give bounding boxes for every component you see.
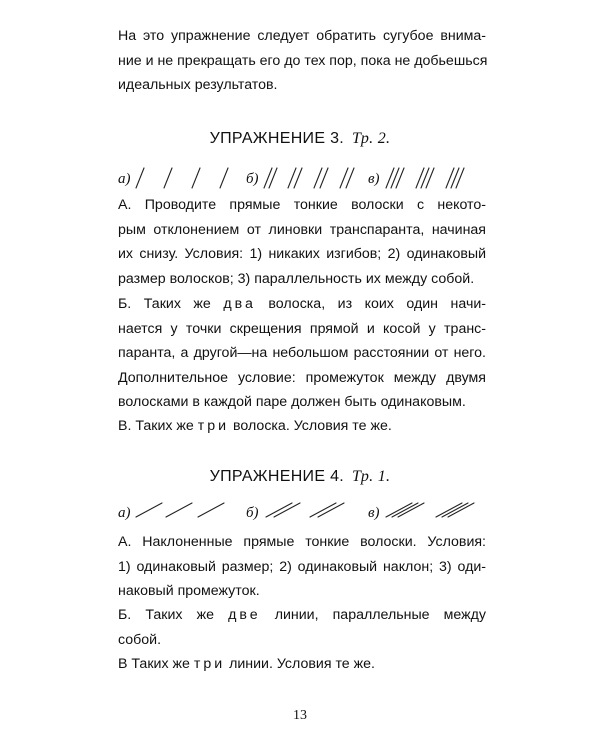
intro-paragraph — [118, 24, 486, 98]
hairline-stroke — [396, 168, 404, 188]
exercise-4-title: УПРАЖНЕНИЕ 4. — [209, 468, 345, 485]
hairline-stroke — [426, 168, 434, 188]
text-line — [118, 652, 486, 677]
hairline-stroke — [421, 168, 429, 188]
text-segment: В Таких же — [118, 656, 194, 672]
text-line: А. Наклоненные прямые тонкие волоски. Условия: — [118, 534, 486, 550]
text-line: собой. — [118, 631, 162, 648]
emphasized-word: две — [228, 607, 261, 623]
slanted-hairline — [136, 503, 162, 517]
exercise-4-stroke-samples — [118, 495, 486, 525]
text-line: паранта, а другой—на небольшом расстоянии от него. — [118, 345, 486, 361]
hairline-stroke — [446, 168, 454, 188]
stroke-label-a: а) — [118, 505, 131, 521]
emphasized-word: три — [193, 656, 226, 672]
text-line: нается у точки скрещения прямой и косой у транс- — [118, 320, 486, 337]
text-line — [118, 292, 486, 317]
text-line: идеальных результатов. — [118, 77, 278, 93]
hairline-stroke — [416, 168, 424, 188]
text-line: На это упражнение следует обратить сугубое внима- — [118, 28, 486, 44]
exercise-3-table-ref: Тр. 2. — [352, 130, 391, 147]
exercise-4-paragraph-b — [118, 603, 486, 652]
exercise-3-stroke-samples — [118, 162, 486, 192]
exercise-3-title: УПРАЖНЕНИЕ 3. — [209, 130, 345, 147]
exercise-3-paragraph-c — [118, 414, 486, 439]
text-segment: Б. Таких же — [118, 607, 229, 623]
hairline-stroke — [386, 168, 394, 188]
text-line — [118, 603, 486, 628]
slanted-hairline — [448, 503, 474, 517]
hairline-stroke — [264, 168, 272, 188]
text-line: размер волосков; 3) параллельность их между собой. — [118, 270, 475, 287]
stroke-label-b: б) — [246, 505, 259, 521]
slanted-hairline — [392, 503, 418, 517]
hairline-stroke — [136, 168, 144, 188]
text-line: 1) одинаковый размер; 2) одинаковый наклон; 3) оди- — [118, 558, 486, 575]
exercise-4-table-ref: Тр. 1. — [352, 468, 391, 485]
slanted-hairline — [166, 503, 192, 517]
text-segment: линии, параллельные между — [260, 607, 486, 623]
page-number: 13 — [293, 708, 307, 723]
hairline-stroke — [269, 168, 277, 188]
stroke-label-b: б) — [246, 171, 259, 187]
exercise-3-paragraph-b — [118, 292, 486, 415]
slanted-hairline — [442, 503, 468, 517]
hairline-stroke — [456, 168, 464, 188]
stroke-label-v: в) — [368, 505, 380, 521]
text-line: волосками в каждой паре должен быть одинаковым. — [118, 394, 466, 410]
exercise-4-heading — [0, 468, 600, 486]
text-segment: линии. Условия те же. — [225, 656, 375, 672]
stroke-label-a: а) — [118, 171, 131, 187]
slanted-hairline — [386, 503, 412, 517]
exercise-4-paragraph-c — [118, 652, 486, 677]
slanted-hairline — [436, 503, 462, 517]
emphasized-word: два — [223, 296, 256, 312]
text-line: А. Проводите прямые тонкие волоски с некото- — [118, 197, 486, 213]
text-line: наковый промежуток. — [118, 583, 260, 599]
exercise-3-paragraph-a — [118, 193, 486, 291]
exercise-3-heading — [0, 130, 600, 148]
exercise-4-paragraph-a — [118, 530, 486, 604]
text-segment: волоска, из коих один начи- — [255, 296, 486, 312]
hairline-stroke — [192, 168, 200, 188]
emphasized-word: три — [197, 418, 230, 434]
text-segment: В. Таких же — [118, 418, 198, 434]
text-line — [118, 414, 486, 439]
text-segment: волоска. Условия те же. — [229, 418, 392, 434]
text-line: Дополнительное условие: промежуток между двумя — [118, 369, 486, 386]
slanted-hairline — [398, 503, 424, 517]
hairline-stroke — [164, 168, 172, 188]
hairline-stroke — [220, 168, 228, 188]
text-line: их снизу. Условия: 1) никаких изгибов; 2) одинаковый — [118, 246, 486, 262]
hairline-stroke — [451, 168, 459, 188]
stroke-label-v: в) — [368, 171, 380, 187]
hairline-stroke — [391, 168, 399, 188]
text-segment: Б. Таких же — [118, 296, 224, 312]
slanted-hairline — [198, 503, 224, 517]
text-line: рым отклонением от линовки транспаранта, начиная — [118, 221, 486, 238]
text-line: ние и не прекращать его до тех пор, пока не добьешься — [118, 52, 488, 69]
